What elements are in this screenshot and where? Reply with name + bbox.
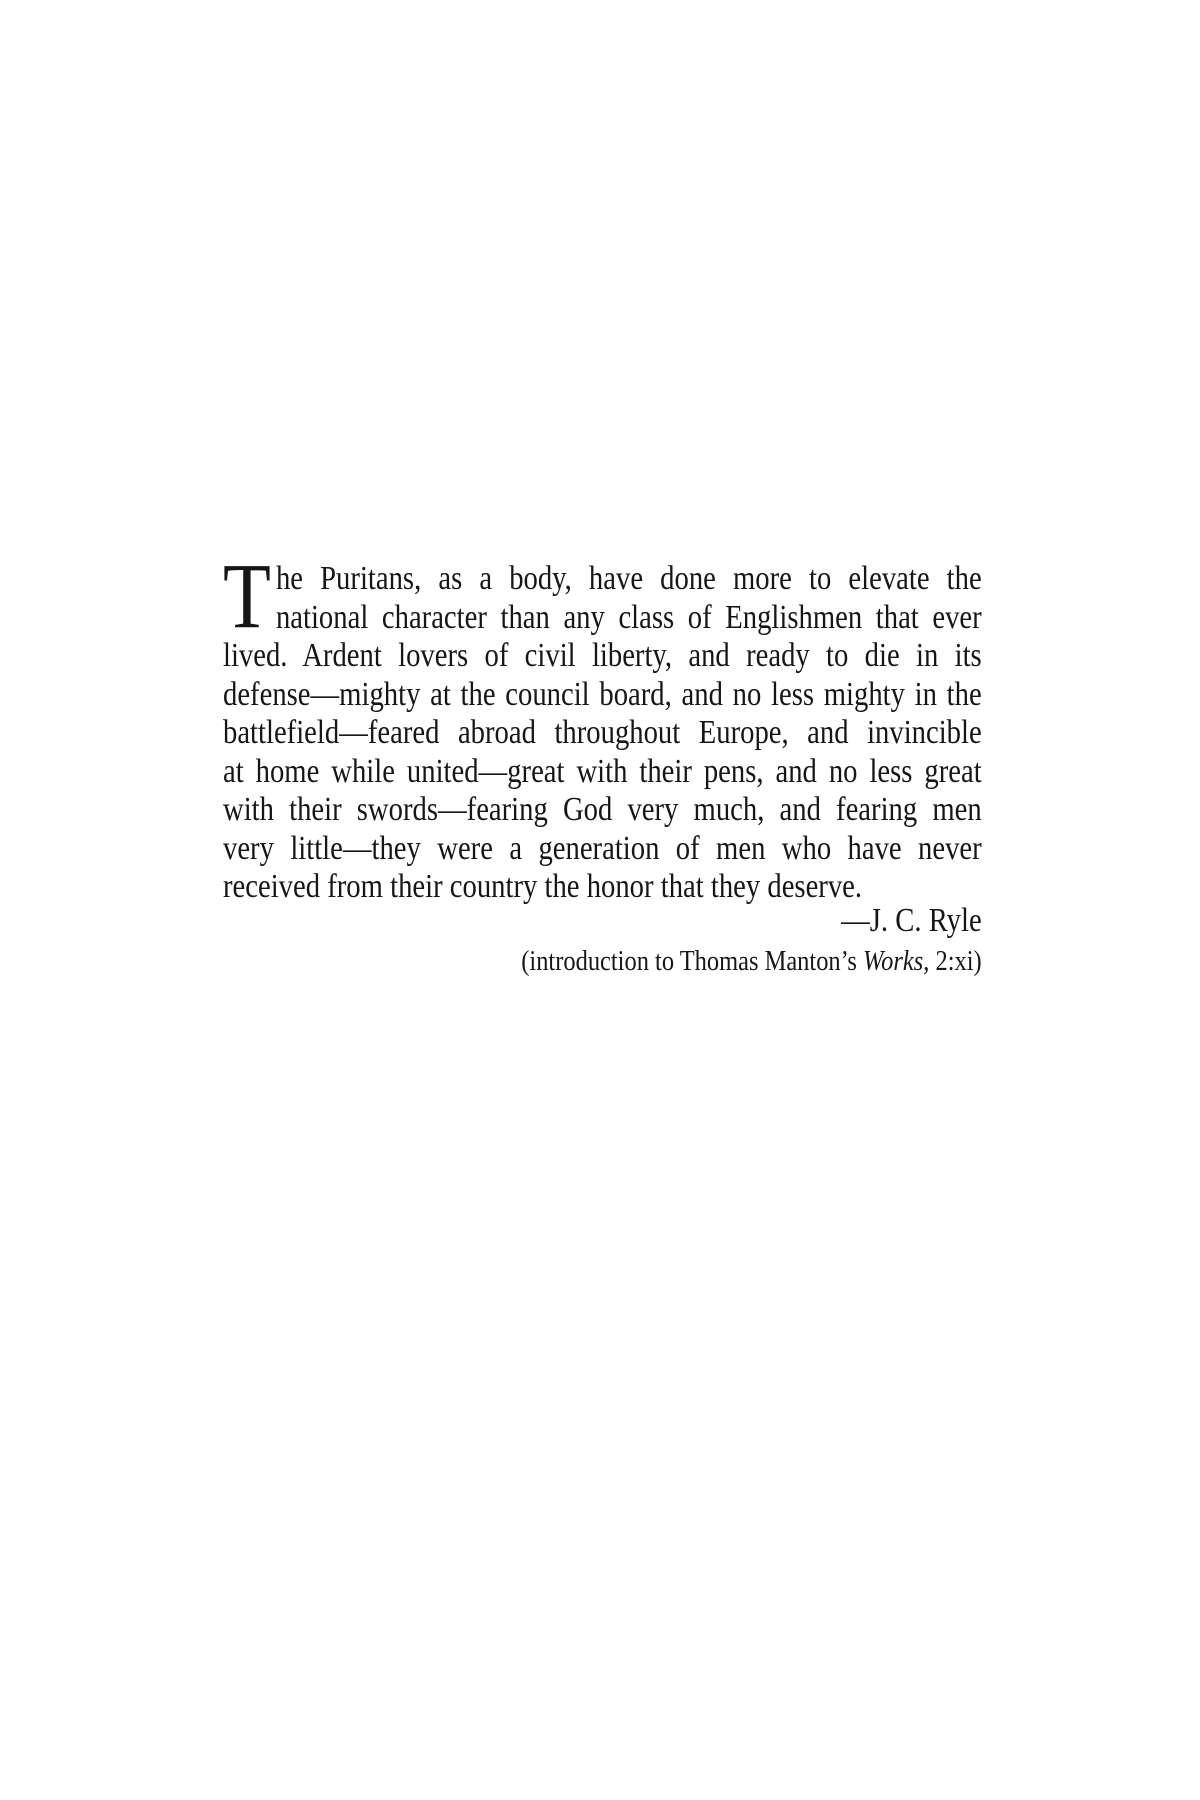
quote-line: he Puritans, as a body, have done more to elevate the bbox=[275, 560, 982, 597]
attribution: —J. C. Ryle bbox=[841, 901, 982, 939]
quote-line: lived. Ardent lovers of civil liberty, and ready to die in its bbox=[223, 637, 982, 674]
quote-line: national character than any class of Englishmen that ever bbox=[275, 598, 982, 636]
quote-line: with their swords—fearing God very much, and fearing men bbox=[223, 791, 982, 828]
drop-cap: T bbox=[223, 545, 271, 648]
source-citation-prefix: (introduction to Thomas Manton’s bbox=[521, 945, 864, 977]
quote-line: defense—mighty at the council board, and no less mighty in the bbox=[223, 675, 982, 713]
epigraph-quote bbox=[223, 545, 982, 981]
quote-line: very little—they were a generation of men who have never bbox=[223, 829, 982, 867]
quote-line: battlefield—feared abroad throughout Europe, and invincible bbox=[223, 714, 982, 751]
source-work-title: Works bbox=[863, 945, 924, 977]
source-citation bbox=[223, 942, 982, 981]
quote-line: at home while united—great with their pens, and no less great bbox=[223, 752, 982, 790]
source-citation-suffix: , 2:xi) bbox=[923, 945, 982, 977]
quote-line: received from their country the honor that they deserve. bbox=[223, 868, 863, 905]
